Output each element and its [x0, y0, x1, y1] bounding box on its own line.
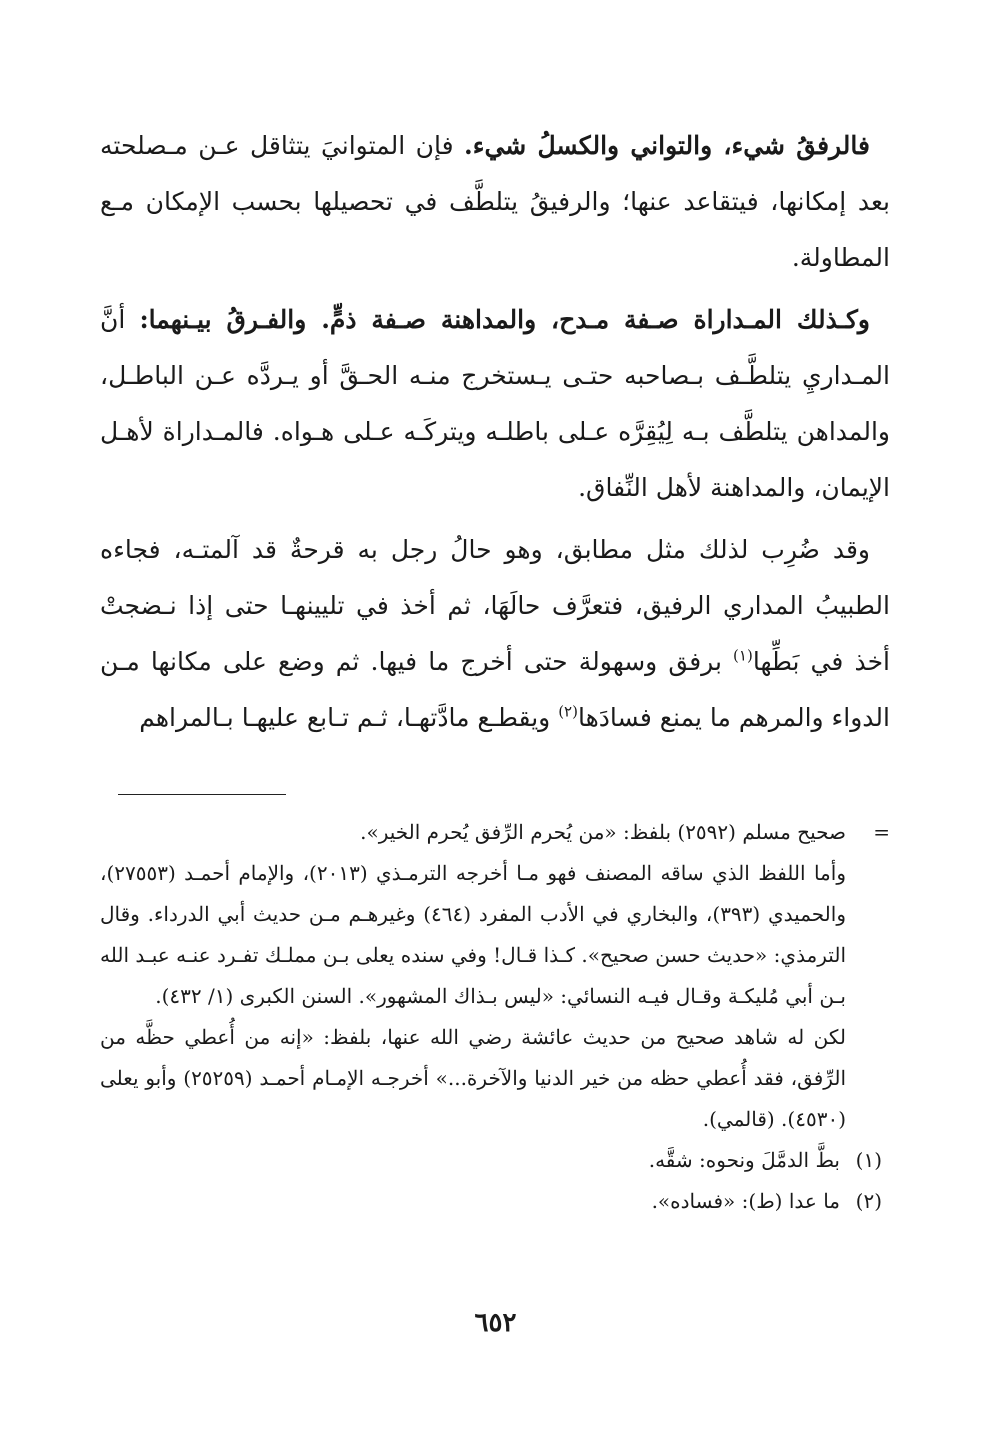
footnote-continuation-line [100, 812, 890, 853]
paragraph-1-lead: فالرفقُ شيء، والتواني والكسلُ شيء. [464, 131, 870, 160]
paragraph-3-text-a: وقد ضُرِب لذلك مثل مطابق، وهو حالُ رجل به قرحةٌ قد آلمتـه، فجاءه الطبيبُ المداري الرفيق، فتعرَّف حالَهَا، ثم أخذ في تليينهـا حتى إذا نـضجتْ أخذ في بَطِّها [100, 535, 890, 676]
paragraph-2-lead: وكـذلك المـداراة صـفة مـدح، والمداهنة صـفة ذمٍّ. والفـرقُ بيـنهما: [139, 305, 870, 334]
paragraph-2-text: أنَّ المـداريِ يتلطَّـف بـصاحبه حتـى يـستخرج منـه الحـقَّ أو يـردَّه عـن الباطـل، والمداهن يتلطَّف بـه لِيُقِرَّه عـلى باطلـه ويتركَـه عـلى هـواه. فالمـداراة لأهـل الإيمان، والمداهنة لأهل النِّفاق. [100, 305, 890, 502]
footnote-1-number: (١) [855, 1148, 882, 1172]
continuation-mark: = [873, 820, 890, 844]
page-number: ٦٥٢ [474, 1308, 517, 1338]
paragraph-3 [100, 522, 890, 746]
footnote-1 [100, 1140, 890, 1181]
footnote-ref-1: (١) [733, 646, 753, 665]
footnote-continuation-para-2: وأما اللفظ الذي ساقه المصنف فهو مـا أخرجه الترمـذي (٢٠١٣)، والإمام أحمـد (٢٧٥٥٣)، والحميدي (٣٩٣)، والبخاري في الأدب المفرد (٤٦٤) وغيرهـم مـن حديث أبي الدرداء. وقال الترمذي: «حديث حسن صحيح». كـذا قـال! وفي سنده يعلى بـن مملـك تفـرد عنـه عبـد الله بـن أبي مُليكـة وقـال فيـه النسائي: «ليس بـذاك المشهور». السنن الكبرى (١/ ٤٣٢). [100, 861, 846, 1008]
footnote-ref-2: (٢) [558, 702, 578, 721]
footnote-2 [100, 1181, 890, 1222]
paragraph-3-text-c: ويقطـع مادَّتهـا، ثـم تـابع عليهـا بـالمراهم [139, 703, 559, 732]
main-text [100, 118, 890, 748]
footnote-continuation-text: صحيح مسلم (٢٥٩٢) بلفظ: «من يُحرم الرِّفق يُحرم الخير». [360, 820, 846, 844]
footnote-1-text: بطَّ الدمَّلَ ونحوه: شقَّه. [648, 1148, 840, 1172]
footnotes [100, 812, 890, 1222]
paragraph-1-text: فإن المتوانيَ يتثاقل عـن مـصلحته بعد إمكانها، فيتقاعد عنها؛ والرفيقُ يتلطَّف في تحصيلها بحسب الإمكان مـع المطاولة. [100, 131, 890, 272]
paragraph-2 [100, 292, 890, 516]
paragraph-3-text-b: برفق وسهولة حتى أخرج ما فيها. ثم وضع على مكانها مـن الدواء والمرهم ما يمنع فسادَها [100, 647, 890, 732]
footnote-2-number: (٢) [855, 1189, 882, 1213]
footnote-2-text: ما عدا (ط): «فساده». [651, 1189, 840, 1213]
footnote-continuation-para-3: لكن له شاهد صحيح من حديث عائشة رضي الله عنها، بلفظ: «إنه من أُعطي حظَّه من الرِّفق، فقد أُعطي حظه من خير الدنيا والآخرة...» أخرجـه الإمـام أحمـد (٢٥٢٥٩) وأبو يعلى (٤٥٣٠). (قالمي). [100, 1025, 846, 1131]
paragraph-1 [100, 118, 890, 286]
footnote-separator [118, 794, 286, 795]
